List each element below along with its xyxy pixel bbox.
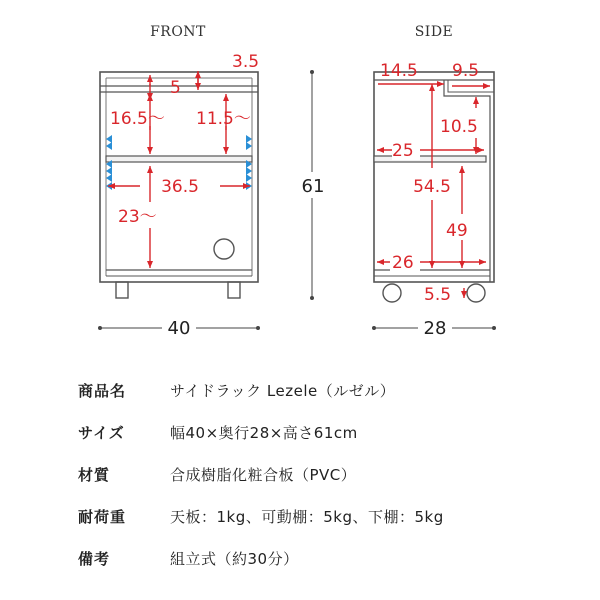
spec-value: 幅40×奥行28×高さ61cm xyxy=(170,424,358,442)
front-upper-left-label: 16.5～ xyxy=(110,109,165,129)
front-inner-width-label: 36.5 xyxy=(161,177,199,197)
side-upper-depth-label: 14.5 xyxy=(380,61,418,81)
side-view xyxy=(372,24,496,340)
spec-label: 耐荷重 xyxy=(78,508,127,526)
spec-row-product-name xyxy=(0,380,600,410)
spec-row-load xyxy=(0,506,600,536)
spec-value: 合成樹脂化粧合板（PVC） xyxy=(170,466,357,484)
spec-row-material xyxy=(0,464,600,494)
side-overall-depth-label: 28 xyxy=(423,318,447,339)
spec-value: 天板：1kg、可動棚：5kg、下棚：5kg xyxy=(170,508,444,526)
front-title: FRONT xyxy=(150,24,206,40)
spec-label: サイズ xyxy=(78,424,125,442)
front-upper-right-label: 11.5～ xyxy=(196,109,251,129)
side-caster-height-label: 5.5 xyxy=(424,285,452,305)
spec-row-notes xyxy=(0,548,600,578)
side-bottom-depth-label: 26 xyxy=(392,253,414,273)
side-inner-height-label: 54.5 xyxy=(413,177,451,197)
overall-height-dimension xyxy=(300,70,326,300)
spec-label: 商品名 xyxy=(78,382,127,400)
spec-label: 備考 xyxy=(78,550,111,568)
front-inner-offset-label: 5 xyxy=(170,78,181,98)
spec-value: サイドラック Lezele（ルゼル） xyxy=(170,382,396,400)
spec-label: 材質 xyxy=(78,466,111,484)
side-lower-height-label: 49 xyxy=(446,221,468,241)
side-title: SIDE xyxy=(414,24,454,40)
spec-value: 組立式（約30分） xyxy=(170,550,299,568)
front-movable-shelf xyxy=(106,156,252,162)
front-top-gap-label: 3.5 xyxy=(232,52,260,72)
side-shelf-depth-label: 25 xyxy=(392,141,414,161)
front-caster-icon xyxy=(116,282,240,298)
spec-row-size xyxy=(0,422,600,452)
front-view xyxy=(98,24,260,340)
front-dimension-lines xyxy=(108,71,250,268)
side-back-height-label: 10.5 xyxy=(440,117,478,137)
side-movable-shelf xyxy=(374,156,486,162)
front-lower-height-label: 23～ xyxy=(118,207,157,227)
overall-height-label: 61 xyxy=(301,176,325,197)
cable-hole-icon xyxy=(214,239,234,259)
side-back-offset-label: 9.5 xyxy=(452,61,480,81)
front-overall-width-label: 40 xyxy=(167,318,191,339)
